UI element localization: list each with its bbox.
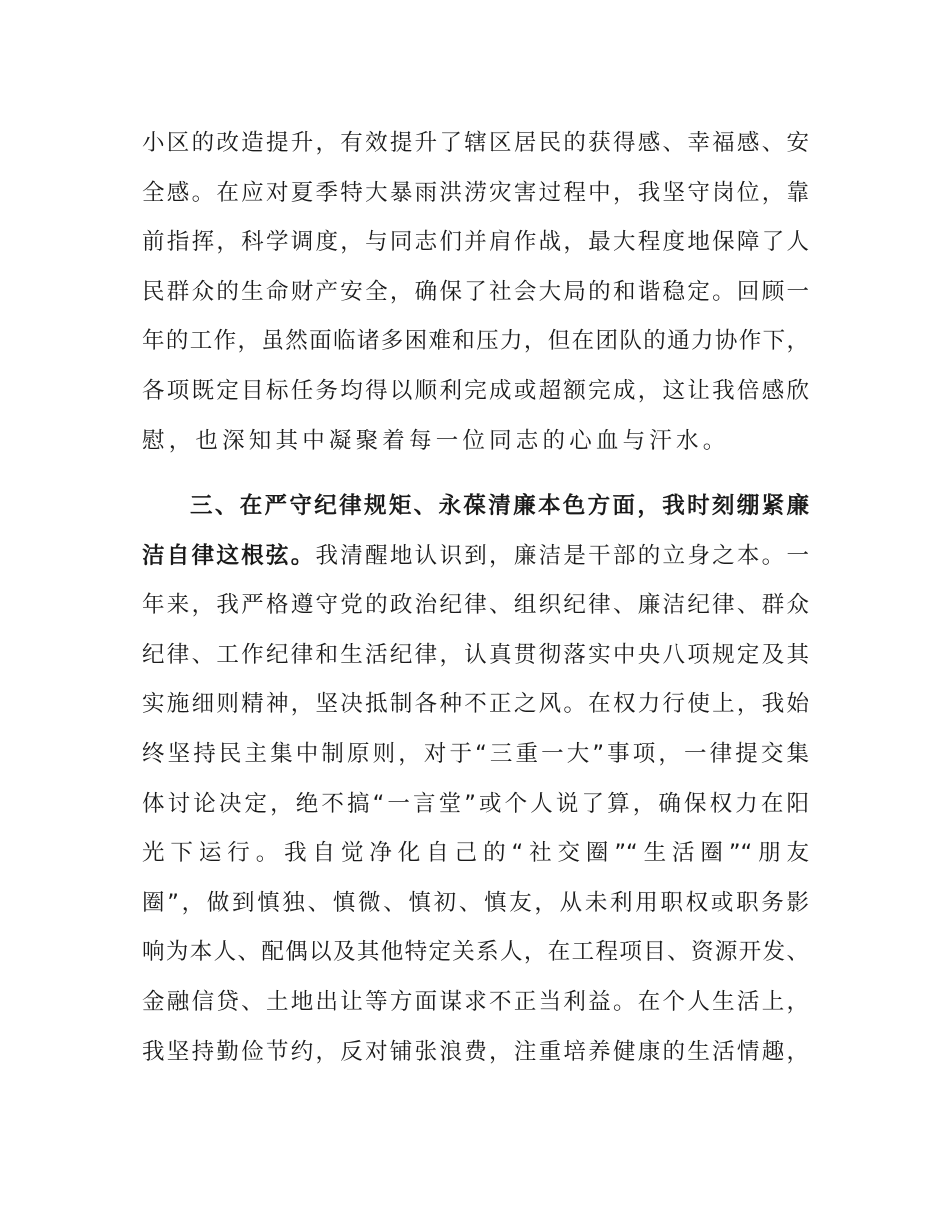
text-line: 我坚持勤俭节约，反对铺张浪费，注重培养健康的生活情趣， bbox=[142, 1038, 809, 1065]
text-line bbox=[142, 532, 809, 582]
text-line: 全感。在应对夏季特大暴雨洪涝灾害过程中，我坚守岗位，靠 bbox=[142, 179, 809, 206]
text-line: 年的工作，虽然面临诸多困难和压力，但在团队的通力协作下， bbox=[142, 328, 809, 355]
text-line: 实施细则精神，坚决抵制各种不正之风。在权力行使上，我始 bbox=[142, 691, 809, 718]
text-line: 慰，也深知其中凝聚着每一位同志的心血与汗水。 bbox=[142, 427, 730, 454]
text-line: 终坚持民主集中制原则，对于“三重一大”事项，一律提交集 bbox=[142, 740, 809, 767]
text-line-rest: 我清醒地认识到，廉洁是干部的立身之本。一 bbox=[315, 542, 809, 569]
text-line: 纪律、工作纪律和生活纪律，认真贯彻落实中央八项规定及其 bbox=[142, 641, 809, 668]
section-heading: 三、在严守纪律规矩、永葆清廉本色方面，我时刻绷紧廉 bbox=[190, 493, 809, 519]
section-heading-continuation: 洁自律这根弦。 bbox=[142, 542, 316, 569]
text-line: 圈”，做到慎独、慎微、慎初、慎友，从未利用职权或职务影 bbox=[142, 889, 809, 916]
text-line: 体讨论决定，绝不搞“一言堂”或个人说了算，确保权力在阳 bbox=[142, 790, 809, 817]
text-line: 年来，我严格遵守党的政治纪律、组织纪律、廉洁纪律、群众 bbox=[142, 592, 809, 619]
text-line: 各项既定目标任务均得以顺利完成或超额完成，这让我倍感欣 bbox=[142, 377, 809, 404]
text-line: 民群众的生命财产安全，确保了社会大局的和谐稳定。回顾一 bbox=[142, 278, 809, 305]
text-line: 响为本人、配偶以及其他特定关系人，在工程项目、资源开发、 bbox=[142, 939, 809, 966]
text-line: 前指挥，科学调度，与同志们并肩作战，最大程度地保障了人 bbox=[142, 229, 809, 256]
text-line: 小区的改造提升，有效提升了辖区居民的获得感、幸福感、安 bbox=[142, 130, 809, 156]
text-line: 金融信贷、土地出让等方面谋求不正当利益。在个人生活上， bbox=[142, 988, 809, 1015]
text-line: 光下运行。我自觉净化自己的“社交圈”“生活圈”“朋友 bbox=[142, 840, 809, 867]
paragraph-integrity bbox=[142, 482, 809, 1077]
paragraph-achievements bbox=[142, 119, 809, 466]
